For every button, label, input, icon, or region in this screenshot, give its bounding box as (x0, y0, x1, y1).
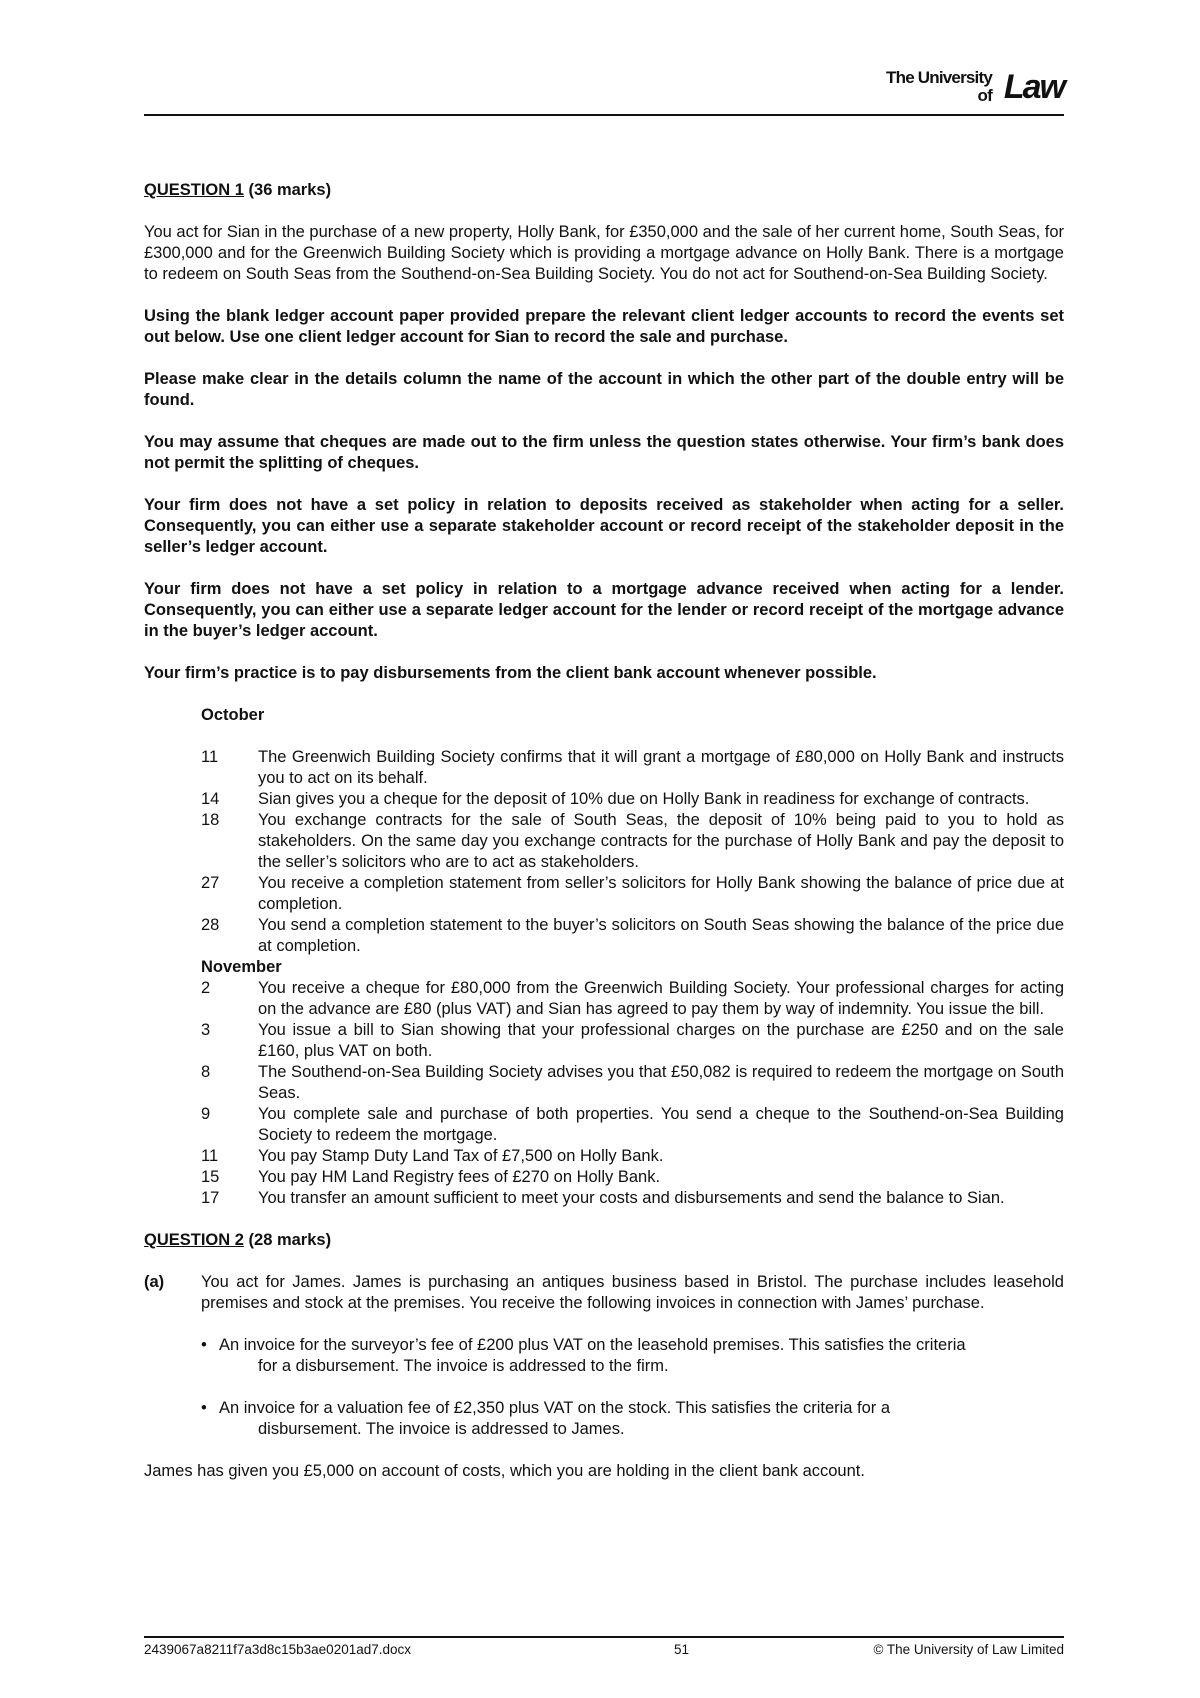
q1-instruction-6: Your firm’s practice is to pay disbursements from the client bank account whenever possible. (144, 664, 877, 682)
event-row: 17 You transfer an amount sufficient to meet your costs and disbursements and send the balance to Sian. (201, 1189, 1005, 1207)
logo-line3: Law (1003, 68, 1064, 106)
event-row: 11 You pay Stamp Duty Land Tax of £7,500 on Holly Bank. (201, 1147, 664, 1165)
q2-part-a: (a) You act for James. James is purchasing an antiques business based in Bristol. The purchase includes leasehold premises and stock at the premises. You receive the following invoices in connection with James’ purchase. (144, 1273, 1064, 1312)
page (144, 0, 1064, 1698)
q2-bullet-2: • An invoice for a valuation fee of £2,350 plus VAT on the stock. This satisfies the criteria for a disbursement. The invoice is addressed to James. (201, 1399, 891, 1438)
event-row: 3 You issue a bill to Sian showing that your professional charges on the purchase are £250 and on the sale £160, plus VAT on both. (201, 1021, 1064, 1060)
event-row: 28 You send a completion statement to the buyer’s solicitors on South Seas showing the balance of the price due at completion. (201, 916, 1064, 955)
footer-rule (144, 1636, 1064, 1638)
month-october: October (201, 706, 265, 724)
footer-page-number: 51 (674, 1642, 690, 1657)
header-rule (144, 114, 1064, 116)
event-row: 27 You receive a completion statement from seller’s solicitors for Holly Bank showing the balance of price due at completion. (201, 874, 1064, 913)
event-row: 14 Sian gives you a cheque for the deposit of 10% due on Holly Bank in readiness for exchange of contracts. (201, 790, 1030, 808)
bullet-icon: • (201, 1399, 207, 1417)
event-row: 8 The Southend-on-Sea Building Society advises you that £50,082 is required to redeem the mortgage on South Seas. (201, 1063, 1064, 1102)
bullet-icon: • (201, 1336, 207, 1354)
q1-intro: You act for Sian in the purchase of a new property, Holly Bank, for £350,000 and the sale of her current home, South Seas, for £300,000 and for the Greenwich Building Society which is providing a mortgage advance on Holly Bank. There is a mortgage to redeem on South Seas from the Southend-on-Sea Building Society. You do not act for Southend-on-Sea Building Society. (144, 223, 1064, 283)
logo-line2: of (977, 86, 992, 105)
q1-instruction-4: Your firm does not have a set policy in relation to deposits received as stakeholder when acting for a seller. Consequently, you can either use a separate stakeholder account or record receipt of the stakeholder deposit in the seller’s ledger account. (144, 496, 1064, 556)
question-1-heading: QUESTION 1 (36 marks) (144, 181, 332, 199)
document-body (144, 180, 1064, 1503)
q2-bullet-1: • An invoice for the surveyor’s fee of £200 plus VAT on the leasehold premises. This satisfies the criteria for a disbursement. The invoice is addressed to the firm. (201, 1336, 966, 1375)
q1-instruction-5: Your firm does not have a set policy in relation to a mortgage advance received when acting for a lender. Consequently, you can either use a separate ledger account for the lender or record receipt of the mortgage advance in the buyer’s ledger account. (144, 580, 1064, 640)
q1-instruction-2: Please make clear in the details column the name of the account in which the other part of the double entry will be found. (144, 370, 1064, 409)
event-row: 18 You exchange contracts for the sale of South Seas, the deposit of 10% being paid to you to hold as stakeholders. On the same day you exchange contracts for the purchase of Holly Bank and pay the deposit to the seller’s solicitors who are to act as stakeholders. (201, 811, 1064, 871)
q1-instruction-3: You may assume that cheques are made out to the firm unless the question states otherwise. Your firm’s bank does not permit the splitting of cheques. (144, 433, 1064, 472)
event-row: 9 You complete sale and purchase of both properties. You send a cheque to the Southend-on-Sea Building Society to redeem the mortgage. (201, 1105, 1064, 1144)
university-logo (854, 66, 1064, 106)
footer-copyright: © The University of Law Limited (873, 1642, 1064, 1657)
event-row: 2 You receive a cheque for £80,000 from the Greenwich Building Society. Your professional charges for acting on the advance are £80 (plus VAT) and Sian has agreed to pay them by way of indemnity. You issue the bill. (201, 979, 1064, 1018)
event-row: 15 You pay HM Land Registry fees of £270 on Holly Bank. (201, 1168, 661, 1186)
footer-document-name: 2439067a8211f7a3d8c15b3ae0201ad7.docx (144, 1642, 412, 1657)
q1-instruction-1: Using the blank ledger account paper provided prepare the relevant client ledger accounts to record the events set out below. Use one client ledger account for Sian to record the sale and purchase. (144, 307, 1064, 346)
month-november: November (201, 958, 282, 976)
question-2-heading: QUESTION 2 (28 marks) (144, 1231, 332, 1249)
q2-closing: James has given you £5,000 on account of costs, which you are holding in the client bank account. (144, 1462, 865, 1480)
logo-line1: The University (886, 68, 992, 87)
event-row: 11 The Greenwich Building Society confirms that it will grant a mortgage of £80,000 on Holly Bank and instructs you to act on its behalf. (201, 748, 1064, 787)
